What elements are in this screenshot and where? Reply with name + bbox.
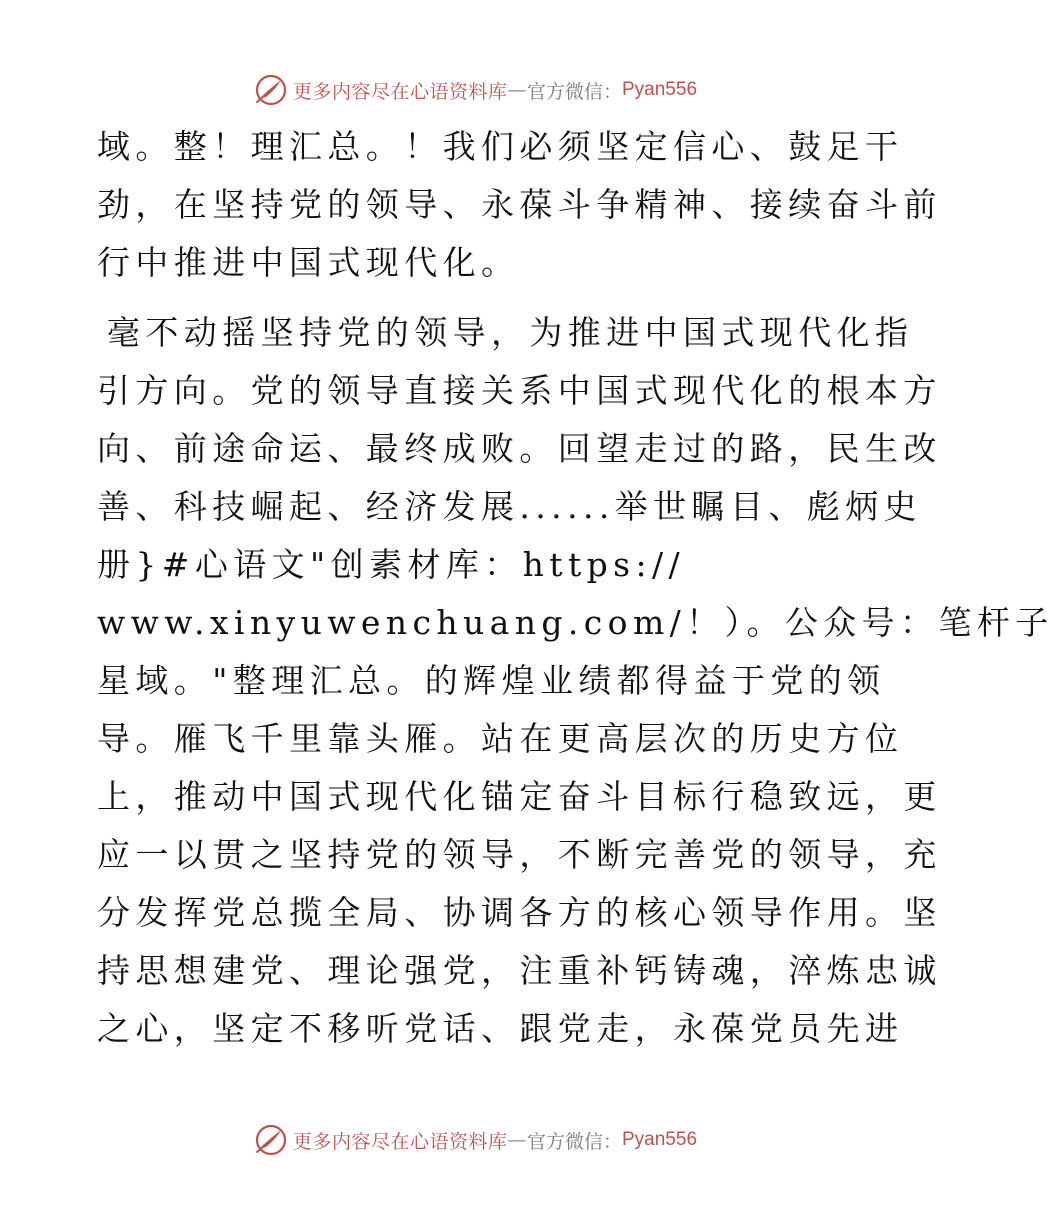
quill-logo-icon xyxy=(253,72,289,108)
text-line: 导。雁飞千里靠头雁。站在更高层次的历史方位 xyxy=(97,719,904,758)
text-line: 应一以贯之坚持党的领导，不断完善党的领导，充 xyxy=(97,835,942,874)
text-line: 域。整！理汇总。！我们必须坚定信心、鼓足干 xyxy=(97,127,904,166)
text-line: 向、前途命运、最终成败。回望走过的路，民生改 xyxy=(97,429,942,468)
footer-wechat-label: 官方微信： xyxy=(526,1130,622,1153)
text-line: 引方向。党的领导直接关系中国式现代化的根本方 xyxy=(97,371,942,410)
text-line: 毫不动摇坚持党的领导，为推进中国式现代化指 xyxy=(107,313,914,352)
header-wechat-id: Pyan556 xyxy=(622,79,698,100)
quill-logo-icon xyxy=(253,1122,289,1158)
text-line: 分发挥党总揽全局、协调各方的核心领导作用。坚 xyxy=(97,893,942,932)
document-body xyxy=(97,118,1054,1058)
footer-brand-text: 更多内容尽在心语资料库 xyxy=(292,1130,508,1153)
text-line: 星域。"整理汇总。的辉煌业绩都得益于党的领 xyxy=(97,661,886,700)
paragraph-1 xyxy=(97,118,942,292)
footer-banner xyxy=(0,1120,950,1160)
header-banner xyxy=(0,70,950,110)
text-line: 册}#心语文"创素材库：https:// xyxy=(97,545,686,584)
footer-wechat-id: Pyan556 xyxy=(622,1129,698,1150)
text-line: 劲，在坚持党的领导、永葆斗争精神、接续奋斗前 xyxy=(97,185,942,224)
header-wechat-label: 官方微信： xyxy=(526,80,622,103)
header-brand-text: 更多内容尽在心语资料库 xyxy=(292,80,508,103)
text-line: 善、科技崛起、经济发展......举世瞩目、彪炳史 xyxy=(97,487,922,526)
header-dash: — xyxy=(507,79,527,101)
text-line: 行中推进中国式现代化。 xyxy=(97,243,520,282)
text-line: www.xinyuwenchuang.com/！）。公众号：笔杆子 xyxy=(97,603,1054,642)
text-line: 之心，坚定不移听党话、跟党走，永葆党员先进 xyxy=(97,1009,904,1048)
footer-dash: — xyxy=(507,1129,527,1151)
paragraph-2 xyxy=(97,304,1054,1058)
paragraph-gap xyxy=(97,292,857,304)
text-line: 持思想建党、理论强党，注重补钙铸魂，淬炼忠诚 xyxy=(97,951,942,990)
text-line: 上，推动中国式现代化锚定奋斗目标行稳致远，更 xyxy=(97,777,942,816)
